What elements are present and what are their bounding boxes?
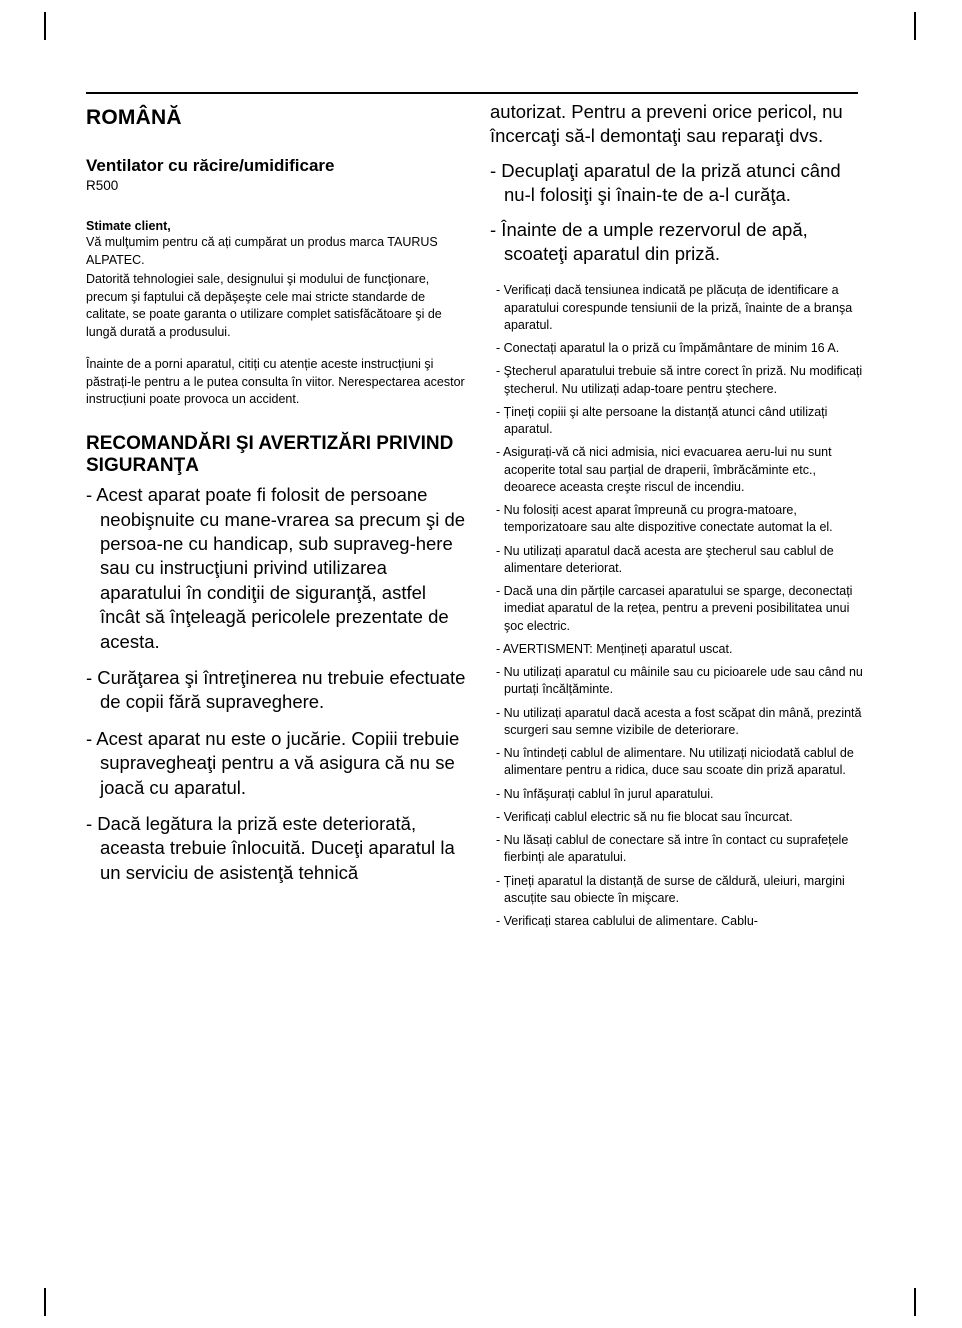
list-item: - Curăţarea şi întreţinerea nu trebuie efectuate de copii fără supraveghere. [86,667,466,713]
list-item: - Acest aparat poate fi folosit de persoane neobişnuite cu mane-vrarea sa precum şi de persoa-ne cu handicap, sub supraveg-here sau cu instrucţiuni privind utilizarea aparatului în condiţii de siguranţă, astfel încât să înţeleagă pericolele prezentate de acesta. [86,484,466,652]
two-column-layout [86,100,870,936]
list-item: - Dacă legătura la priză este deteriorată, aceasta trebuie înlocuită. Duceţi aparatul la un serviciu de asistenţă tehnică [86,813,455,883]
safety-warnings-list [86,483,466,885]
safety-section-heading: RECOMANDĂRI ŞI AVERTIZĂRI PRIVIND SIGURANŢA [86,433,454,477]
list-item: - Asigurați-vă că nici admisia, nici evacuarea aeru-lui nu sunt acoperite total sau parțial de draperii, îmbrăcăminte etc., deoarece aceasta creşte riscul de incendiu. [496,445,832,494]
product-title: Ventilator cu răcire/umidificare [86,156,335,175]
list-item: - Nu utilizați aparatul dacă acesta are ştecherul sau cablul de alimentare deteriorat. [496,543,834,575]
intro-paragraph-1: Vă mulţumim pentru că ați cumpărat un produs marca TAURUS ALPATEC. [86,235,438,268]
right-column [490,100,870,936]
list-item: - Ştecherul aparatului trebuie să intre corect în priză. Nu modificați ştecherul. Nu utilizați adap-toare pentru ştechere. [496,364,863,396]
safety-warnings-continued-list [490,100,870,266]
crop-mark-bottom-left [44,1288,46,1316]
crop-mark-top-right [914,12,916,40]
list-item: - Țineți aparatul la distanță de surse de căldură, uleiuri, margini ascuțite sau obiecte în mişcare. [496,873,845,905]
greeting-line: Stimate client, [86,219,171,234]
intro-paragraph-3: Înainte de a porni aparatul, citiți cu atenție aceste instrucțiuni şi păstrați-le pentru a le putea consulta în viitor. Nerespectarea acestor instrucțiuni poate provoca un accident. [86,356,465,407]
list-item-continuation: autorizat. Pentru a preveni orice pericol, nu încercaţi să-l demontaţi sau reparaţi dvs. [490,101,843,147]
list-item: - Verificați starea cablului de alimentare. Cablu- [496,914,758,929]
list-item: - Nu folosiți acest aparat împreună cu progra-matoare, temporizatoare sau alte dispozitive conectate automat la el. [496,503,833,535]
language-heading: ROMÂNĂ [86,106,182,129]
list-item: - Verificați cablul electric să nu fie blocat sau încurcat. [496,809,793,824]
model-number: R500 [86,178,119,194]
list-item: - Dacă una din părțile carcasei aparatului se sparge, deconectați imediat aparatul de la rețea, pentru a preveni posibilitatea unui şoc electric. [496,584,853,633]
list-item: - Nu întindeți cablul de alimentare. Nu utilizați niciodată cablul de alimentare pentru a ridica, duce sau scoate din priză aparatul. [496,746,854,778]
header-rule [86,92,858,94]
left-column [86,100,466,936]
list-item: - AVERTISMENT: Mențineți aparatul uscat. [496,641,733,656]
list-item: - Verificați dacă tensiunea indicată pe plăcuța de identificare a aparatului corespunde tensiunii de la priză, înainte de a branşa aparatul. [496,283,853,332]
list-item: - Decuplaţi aparatul de la priză atunci când nu-l folosiţi şi înain-te de a-l curăţa. [490,159,841,206]
list-item: - Nu utilizați aparatul cu mâinile sau cu picioarele ude sau când nu purtați încălțăminte. [496,665,863,697]
crop-mark-top-left [44,12,46,40]
intro-paragraph-2: Datorită tehnologiei sale, designului şi modului de funcţionare, precum şi faptului că depăşeşte cele mai stricte standarde de calitate, se poate garanta o utilizare complet satisfăcătoare şi de lungă durată a produsului. [86,271,442,340]
detailed-warnings-list [490,282,870,930]
list-item: - Acest aparat nu este o jucărie. Copiii trebuie supravegheaţi pentru a vă asigura că nu se joacă cu aparatul. [86,727,460,798]
list-item: - Nu înfăşurați cablul în jurul aparatului. [496,786,714,801]
list-item: - Nu lăsați cablul de conectare să intre în contact cu suprafețele fierbinți ale aparatului. [496,833,849,865]
list-item: - Țineți copiii şi alte persoane la distanță atunci când utilizați aparatul. [496,404,828,437]
list-item: - Conectați aparatul la o priză cu împământare de minim 16 A. [496,341,840,356]
list-item: - Înainte de a umple rezervorul de apă, scoateţi aparatul din priză. [490,218,808,265]
list-item: - Nu utilizați aparatul dacă acesta a fost scăpat din mână, prezintă scurgeri sau semne vizibile de deteriorare. [496,705,862,737]
crop-mark-bottom-right [914,1288,916,1316]
detailed-warnings-wrapper [490,282,870,930]
